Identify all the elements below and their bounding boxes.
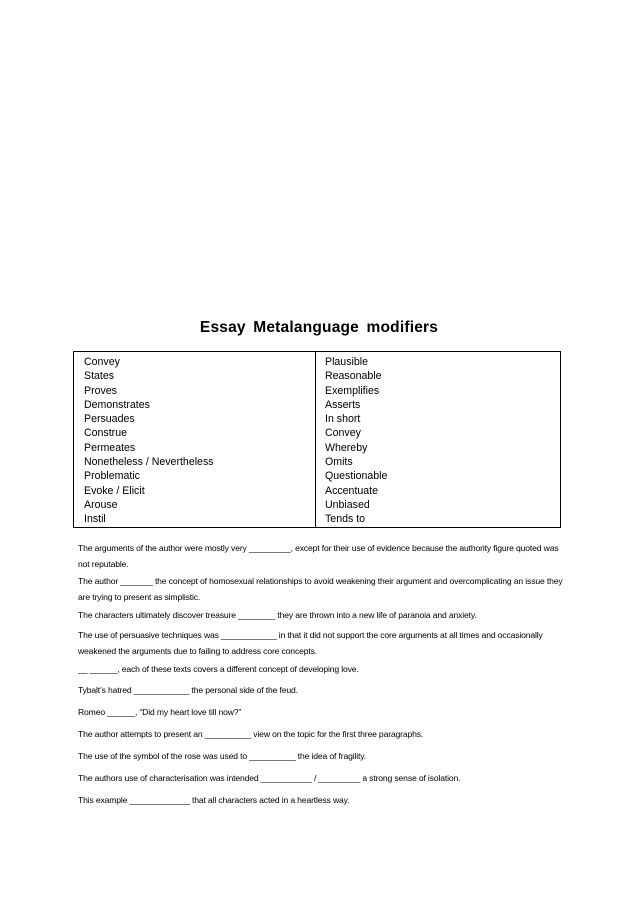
exercise-sentence: The arguments of the author were mostly very _________, except for their use of evidence because the authority figure quoted was not reputable. — [78, 543, 559, 569]
exercise-sentence: The characters ultimately discover treasure ________ they are thrown into a new life of paranoia and anxiety. — [78, 610, 477, 620]
word-item: Tends to — [325, 513, 366, 526]
word-item: Construe — [84, 427, 127, 440]
word-item: Whereby — [325, 441, 368, 454]
exercise-sentence: Romeo ______, “Did my heart love till now?” — [78, 707, 242, 717]
word-item: States — [84, 370, 115, 383]
word-item: Accentuate — [325, 484, 379, 497]
word-item: Instil — [84, 513, 106, 526]
word-item: Asserts — [325, 398, 361, 411]
exercise-sentence: The author attempts to present an __________ view on the topic for the first three paragraphs. — [78, 729, 424, 739]
word-item: Reasonable — [325, 370, 382, 383]
word-item: Persuades — [84, 413, 135, 426]
word-column-left — [74, 352, 316, 527]
exercise-sentence: Tybalt’s hatred ____________ the personal side of the feud. — [78, 685, 298, 695]
word-item: Arouse — [84, 498, 118, 511]
word-item: Plausible — [325, 356, 368, 368]
word-item: Exemplifies — [325, 384, 380, 397]
word-item: Omits — [325, 456, 353, 469]
word-item: In short — [325, 413, 361, 426]
word-item: Unbiased — [325, 498, 370, 511]
word-item: Problematic — [84, 470, 140, 483]
word-item: Permeates — [84, 441, 136, 454]
exercise-sentence: The use of persuasive techniques was ____________ in that it did not support the core arguments at all times and occasionally weakened the arguments due to failing to address core concepts. — [78, 630, 543, 656]
word-item: Nonetheless / Nevertheless — [84, 456, 214, 469]
exercise-sentence: The authors use of characterisation was intended ___________ / _________ a strong sense of isolation. — [78, 773, 461, 783]
word-item: Demonstrates — [84, 398, 150, 411]
word-item: Proves — [84, 384, 117, 397]
word-column-right — [316, 352, 560, 527]
word-item: Convey — [325, 427, 361, 440]
word-item: Evoke / Elicit — [84, 484, 145, 497]
word-item: Convey — [84, 356, 120, 368]
exercise-sentence: This example _____________ that all characters acted in a heartless way. — [78, 795, 350, 805]
exercise-sentence: The use of the symbol of the rose was used to __________ the idea of fragility. — [78, 751, 367, 761]
exercise-sentence: __ ______, each of these texts covers a different concept of developing love. — [78, 664, 359, 674]
exercise-sentence: The author _______ the concept of homosexual relationships to avoid weakening their argument and overcomplicating an issue they are trying to present as simplistic. — [78, 576, 563, 602]
page-title: Essay Metalanguage modifiers — [199, 319, 439, 336]
word-table — [73, 351, 561, 528]
word-item: Questionable — [325, 470, 388, 483]
